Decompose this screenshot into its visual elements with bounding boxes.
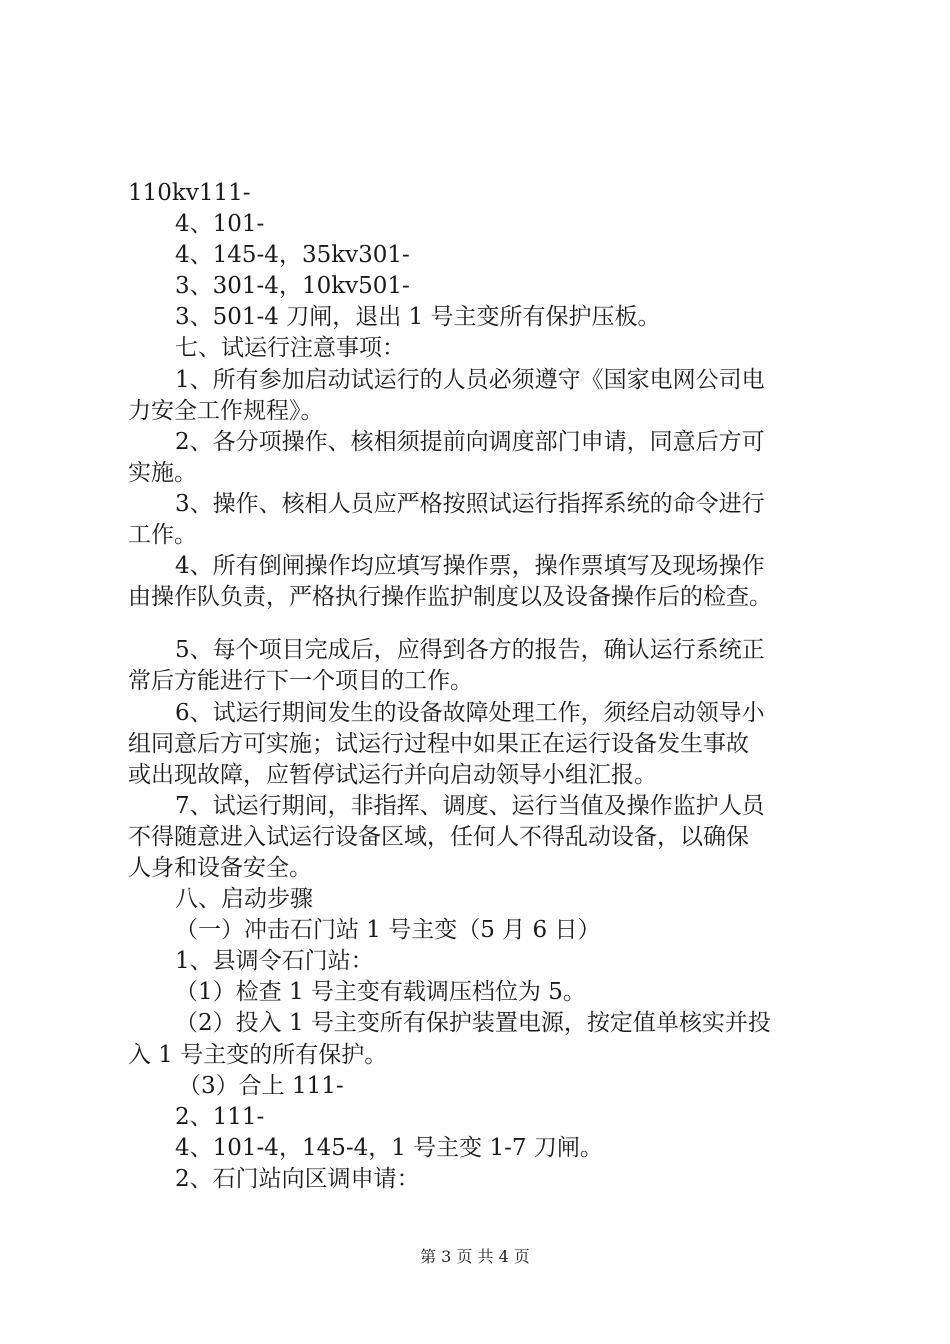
text-line: 4、所有倒闸操作均应填写操作票，操作票填写及现场操作 — [175, 553, 765, 580]
text-line: 组同意后方可实施；试运行过程中如果正在运行设备发生事故 — [128, 730, 749, 757]
text-line: 3、301-4，10kv501- — [175, 273, 410, 300]
text-line: 4、101-4，145-4，1 号主变 1-7 刀闸。 — [175, 1134, 603, 1161]
text-line: （3）合上 111- — [178, 1072, 344, 1099]
text-line: 常后方能进行下一个项目的工作。 — [128, 668, 473, 695]
text-line: 2、111- — [175, 1103, 265, 1130]
section-heading: 八、启动步骤 — [175, 886, 313, 913]
text-line: 4、101- — [175, 211, 265, 238]
text-line: 实施。 — [128, 459, 197, 486]
text-line: 5、每个项目完成后，应得到各方的报告，确认运行系统正 — [175, 637, 765, 664]
text-line: 工作。 — [128, 522, 197, 549]
text-line: 或出现故障，应暂停试运行并向启动领导小组汇报。 — [128, 761, 657, 788]
text-line: 人身和设备安全。 — [128, 854, 312, 881]
text-line: 3、501-4 刀闸，退出 1 号主变所有保护压板。 — [175, 304, 661, 331]
text-line: 110kv111- — [128, 180, 251, 206]
subsection-heading: （一）冲击石门站 1 号主变（5 月 6 日） — [175, 917, 601, 944]
text-line: 3、操作、核相人员应严格按照试运行指挥系统的命令进行 — [175, 490, 765, 517]
text-line: 力安全工作规程》。 — [128, 397, 324, 424]
text-line: 6、试运行期间发生的设备故障处理工作，须经启动领导小 — [175, 699, 765, 726]
text-line: 1、县调令石门站： — [175, 948, 374, 975]
text-line: 2、石门站向区调申请： — [175, 1165, 420, 1192]
text-line: 1、所有参加启动试运行的人员必须遵守《国家电网公司电 — [175, 366, 765, 393]
text-line: （1）检查 1 号主变有载调压档位为 5。 — [175, 979, 586, 1006]
text-line: 7、试运行期间，非指挥、调度、运行当值及操作监护人员 — [175, 792, 765, 819]
text-line: 由操作队负责，严格执行操作监护制度以及设备操作后的检查。 — [128, 584, 772, 611]
body-text — [128, 178, 848, 1195]
section-heading: 七、试运行注意事项： — [175, 335, 405, 362]
text-line: 2、各分项操作、核相须提前向调度部门申请，同意后方可 — [175, 428, 765, 455]
text-line: 不得随意进入试运行设备区域，任何人不得乱动设备，以确保 — [128, 823, 749, 850]
text-line: （2）投入 1 号主变所有保护装置电源，按定值单核实并投 — [175, 1010, 771, 1037]
page-footer: 第 3 页 共 4 页 — [420, 1247, 530, 1266]
text-line: 4、145-4，35kv301- — [175, 242, 410, 269]
text-line: 入 1 号主变的所有保护。 — [128, 1041, 388, 1068]
